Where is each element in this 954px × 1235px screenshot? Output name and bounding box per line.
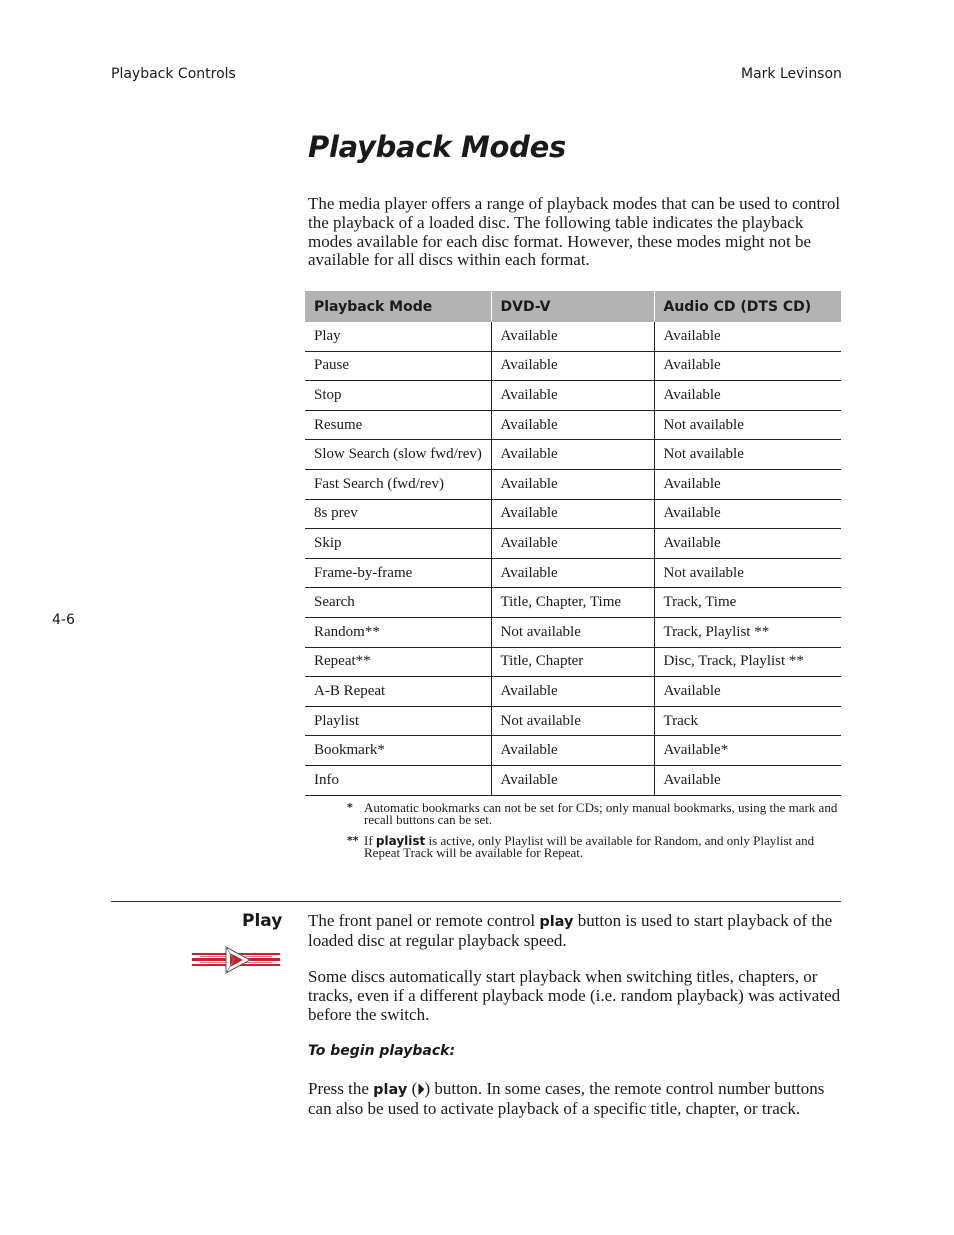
cell-cd: Track, Playlist ** [654, 617, 841, 647]
table-row [305, 736, 841, 766]
cell-mode: Fast Search (fwd/rev) [305, 469, 491, 499]
cell-cd: Available [654, 322, 841, 351]
cell-cd: Not available [654, 558, 841, 588]
cell-dvd: Available [491, 677, 654, 707]
cell-cd: Available [654, 529, 841, 559]
cell-dvd: Available [491, 440, 654, 470]
cell-cd: Track [654, 706, 841, 736]
table-body [305, 322, 841, 795]
table-row [305, 440, 841, 470]
page-number: 4-6 [52, 612, 75, 628]
table-row [305, 499, 841, 529]
cell-mode: Frame-by-frame [305, 558, 491, 588]
footnote-mark: * [347, 801, 353, 814]
play-symbol-icon: ⏵ [417, 1082, 425, 1098]
cell-mode: Search [305, 588, 491, 618]
cell-mode: Bookmark* [305, 736, 491, 766]
cell-mode: Resume [305, 410, 491, 440]
table-row [305, 558, 841, 588]
play-keyword: play [539, 914, 574, 930]
cell-cd: Available [654, 677, 841, 707]
play-arrow-icon [190, 943, 282, 977]
cell-mode: 8s prev [305, 499, 491, 529]
cell-mode: Play [305, 322, 491, 351]
cell-dvd: Available [491, 410, 654, 440]
cell-mode: Playlist [305, 706, 491, 736]
running-header-brand: Mark Levinson [741, 66, 842, 82]
footnote-text-post: is active, only Playlist will be available for Random, and only Playlist and Repeat Track will be available for Repeat. [364, 833, 815, 860]
cell-cd: Not available [654, 410, 841, 440]
table-row [305, 647, 841, 677]
table-row [305, 617, 841, 647]
column-header-dvd: DVD-V [491, 291, 654, 322]
cell-cd: Available [654, 469, 841, 499]
cell-mode: A-B Repeat [305, 677, 491, 707]
table-row [305, 529, 841, 559]
cell-mode: Slow Search (slow fwd/rev) [305, 440, 491, 470]
footnote-mark: ** [347, 834, 359, 847]
cell-dvd: Available [491, 529, 654, 559]
table-row [305, 765, 841, 795]
cell-dvd: Available [491, 499, 654, 529]
table-row [305, 410, 841, 440]
cell-mode: Skip [305, 529, 491, 559]
cell-dvd: Title, Chapter, Time [491, 588, 654, 618]
cell-cd: Not available [654, 440, 841, 470]
cell-cd: Disc, Track, Playlist ** [654, 647, 841, 677]
cell-cd: Available* [654, 736, 841, 766]
cell-cd: Available [654, 499, 841, 529]
column-header-mode: Playback Mode [305, 291, 491, 322]
footnote-text [364, 835, 839, 859]
cell-dvd: Available [491, 322, 654, 351]
table-row [305, 469, 841, 499]
page-title: Playback Modes [308, 130, 566, 164]
table-row [305, 588, 841, 618]
cell-dvd: Available [491, 765, 654, 795]
cell-mode: Random** [305, 617, 491, 647]
playback-modes-table [305, 291, 841, 796]
table-header-row [305, 291, 841, 322]
footnote-playlist [347, 835, 841, 863]
table-row [305, 351, 841, 381]
footnote-text-pre: If [364, 833, 376, 848]
footnote-keyword: playlist [375, 834, 426, 848]
intro-paragraph: The media player offers a range of playback modes that can be used to control the playback of a loaded disc. The following table indicates the playback modes available for each disc format. However, these modes might not be available for all discs within each format. [308, 194, 841, 270]
cell-dvd: Available [491, 736, 654, 766]
cell-mode: Info [305, 765, 491, 795]
procedure-step-paren: ( [407, 1079, 418, 1098]
table-row [305, 322, 841, 351]
procedure-step [308, 1080, 843, 1119]
procedure-heading: To begin playback: [308, 1043, 456, 1059]
cell-dvd: Not available [491, 706, 654, 736]
column-header-cd: Audio CD (DTS CD) [654, 291, 841, 322]
play-description [308, 912, 843, 951]
auto-play-note: Some discs automatically start playback when switching titles, chapters, or tracks, even if a different playback mode (i.e. random playback) was activated before the switch. [308, 967, 841, 1024]
cell-dvd: Not available [491, 617, 654, 647]
cell-dvd: Available [491, 469, 654, 499]
cell-cd: Available [654, 765, 841, 795]
running-header-section: Playback Controls [111, 66, 236, 82]
footnote-bookmark [347, 802, 841, 830]
table-row [305, 677, 841, 707]
cell-dvd: Available [491, 351, 654, 381]
play-description-pre: The front panel or remote control [308, 911, 540, 930]
procedure-step-post: ) button. In some cases, the remote control number buttons can also be used to activate playback of a specific title, chapter, or track. [308, 1079, 825, 1118]
cell-mode: Repeat** [305, 647, 491, 677]
section-divider [111, 901, 841, 902]
cell-dvd: Title, Chapter [491, 647, 654, 677]
table-row [305, 381, 841, 411]
cell-cd: Available [654, 351, 841, 381]
footnote-text: Automatic bookmarks can not be set for CDs; only manual bookmarks, using the mark and recall buttons can be set. [364, 800, 838, 827]
cell-dvd: Available [491, 558, 654, 588]
cell-dvd: Available [491, 381, 654, 411]
play-keyword: play [373, 1082, 408, 1098]
play-section-heading: Play [242, 911, 283, 931]
play-description-post: button is used to start playback of the loaded disc at regular playback speed. [308, 911, 833, 950]
table-row [305, 706, 841, 736]
cell-mode: Pause [305, 351, 491, 381]
cell-cd: Available [654, 381, 841, 411]
cell-cd: Track, Time [654, 588, 841, 618]
procedure-step-pre: Press the [308, 1079, 374, 1098]
cell-mode: Stop [305, 381, 491, 411]
